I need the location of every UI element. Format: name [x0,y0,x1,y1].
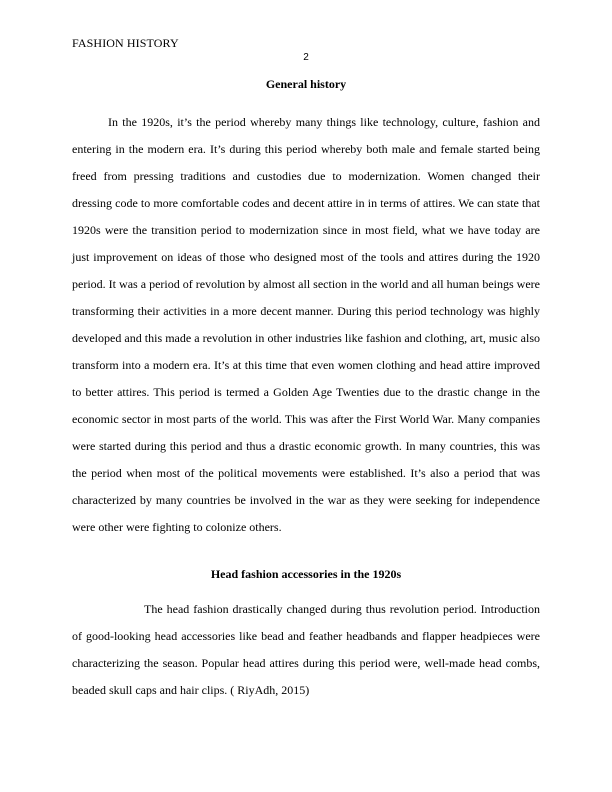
body-paragraph-head-fashion: The head fashion drastically changed during thus revolution period. Introduction of good-looking head accessories like bead and feather headbands and flapper headpieces were characterizing the season. Popular head attires during this period were, well-made head combs, beaded skull caps and hair clips. ( RiyAdh, 2015) [72,602,540,697]
section-heading-general-history: General history [265,77,347,91]
running-head: FASHION HISTORY [72,36,179,50]
body-paragraph-general-history: In the 1920s, it’s the period whereby many things like technology, culture, fashion and entering in the modern era. It’s during this period whereby both male and female started being freed from pressing traditions and custodies due to modernization. Women changed their dressing code to more comfortable codes and decent attire in in terms of attires. We can state that 1920s were the transition period to modernization since in most field, what we have today are just improvement on ideas of those who designed most of the tools and attires during the 1920 period. It was a period of revolution by almost all section in the world and all human beings were transforming their activities in a more decent manner. During this period technology was highly developed and this made a revolution in other industries like fashion and clothing, art, music also transform into a modern era. It’s at this time that even women clothing and head attire improved to better attires. This period is termed a Golden Age Twenties due to the drastic change in the economic sector in most parts of the world. This was after the First World War. Many companies were started during this period and thus a drastic economic growth. In many countries, this was the period when most of the political movements were established. It’s also a period that was characterized by many countries be involved in the war as they were seeking for independence were other were fighting to colonize others. [72,115,540,534]
section-heading-head-fashion: Head fashion accessories in the 1920s [210,567,402,581]
page-number: 2 [303,52,309,63]
